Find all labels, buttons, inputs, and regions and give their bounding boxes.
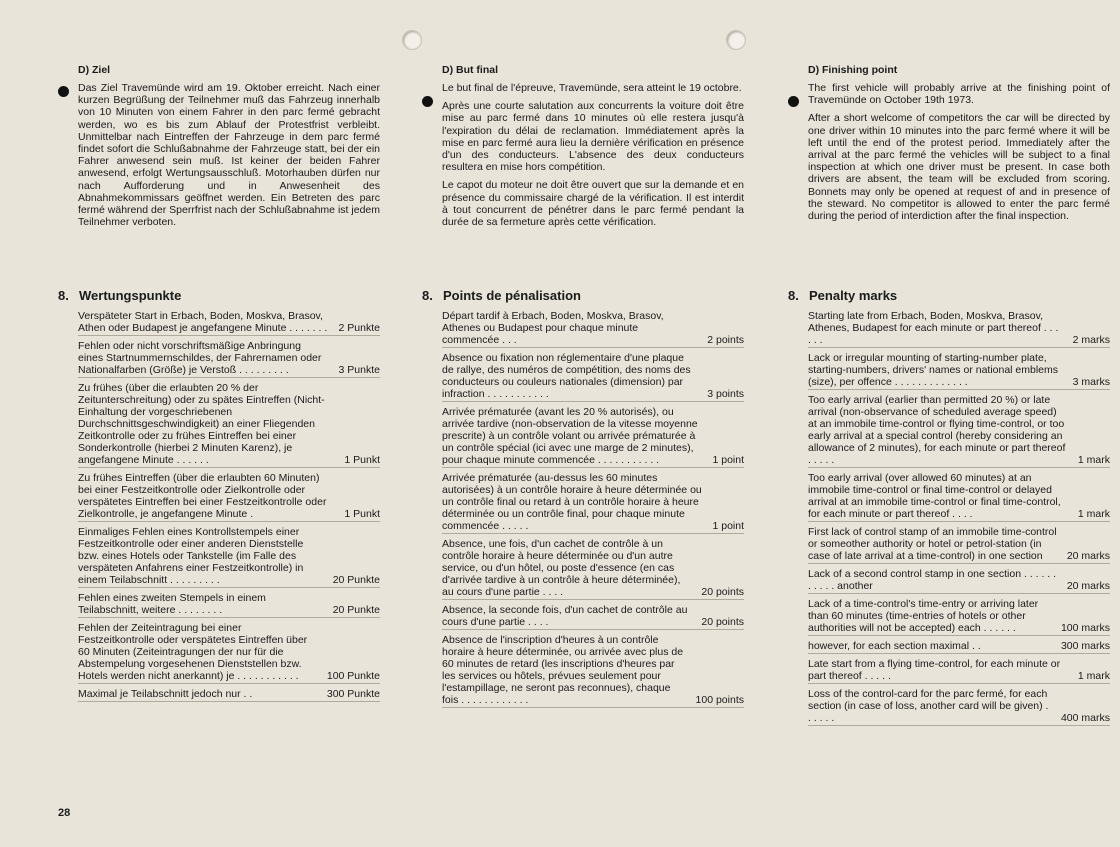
penalty-value: 20 marks xyxy=(1066,550,1110,562)
intro-en-paragraph: After a short welcome of competitors the car will be directed by one driver within 10 minutes into the parc fermé where it will be left until the end of the protest period. Immediately after the arrival at the parc fermé the vehicles will be subject to a final inspection at which one driver must be present. In case both drivers are absent, the team will be excluded from scoring. Bonnets may only be opened at request of and in presence of the steward. No competitor is allowed to enter the parc fermé during the period of interdiction after the final inspection. xyxy=(808,112,1110,223)
penalty-text: Late start from a flying time-control, for each minute or part thereof . . . . . xyxy=(808,658,1061,682)
penalty-value: 100 marks xyxy=(1060,622,1110,634)
intro-de-paragraph: Das Ziel Travemünde wird am 19. Oktober erreicht. Nach einer kurzen Begrüßung der Teilnehmer muß das Fahrzeug innerhalb von 10 Minuten von einem Fahrer in den parc fermé gebracht werden, wo es bis zum Ablauf der Protestfrist verbleibt. Unmittelbar nach Eintreffen der Fahrzeuge in dem parc fermé findet sofort die Schlußabnahme der Fahrzeuge statt, bei der ein Fahrer anwesend sein muß. Ist keiner der beiden Fahrer anwesend, erfolgt Wertungsausschluß. Motorhauben dürfen nur nach Aufforderung und in Anwesenheit des Abnahmekommissars geöffnet werden. Ein Betreten des parc fermé während der Sperrfrist nach der Schlußabnahme ist jedem Teilnehmer verboten. xyxy=(78,82,380,229)
bullet-icon xyxy=(788,96,799,107)
penalty-value: 400 marks xyxy=(1060,712,1110,724)
penalty-text: however, for each section maximal . . xyxy=(808,640,981,652)
penalty-text: Maximal je Teilabschnitt jedoch nur . . xyxy=(78,688,253,700)
penalty-text: Zu frühes (über die erlaubten 20 % der Zeitunterschreitung) oder zu spätes Eintreffen (Nicht-Einhaltung der vorgeschriebenen Durchschnittsgeschwindigkeit) an einer Fliegenden Zeitkontrolle oder zu frühes Eintreffen bei einer Sonderkontrolle (hierbei 2 Minuten Karenz), je angefangene Minute . . . . . . xyxy=(78,382,325,466)
penalty-item xyxy=(442,604,744,630)
english-column xyxy=(788,64,1110,228)
penalty-list-fr xyxy=(442,310,744,712)
penalty-text: Loss of the control-card for the parc fermé, for each section (in case of loss, another card will be given) . . . . . . xyxy=(808,688,1049,724)
intro-en xyxy=(788,82,1110,222)
penalty-value: 100 Punkte xyxy=(326,670,380,682)
penalty-item xyxy=(442,310,744,348)
intro-fr-paragraph: Le but final de l'épreuve, Travemünde, sera atteint le 19 octobre. xyxy=(442,82,742,94)
punch-hole-left xyxy=(402,30,422,50)
bullet-icon xyxy=(58,86,69,97)
penalty-value: 20 marks xyxy=(1066,580,1110,592)
penalty-value: 20 points xyxy=(701,616,744,628)
intro-en-paragraph: The first vehicle will probably arrive at the finishing point of Travemünde on October 19th 1973. xyxy=(808,82,1110,107)
german-column xyxy=(58,64,380,234)
penalty-value: 2 marks xyxy=(1072,334,1110,346)
penalty-value: 20 Punkte xyxy=(332,574,380,586)
section-title-de: Wertungspunkte xyxy=(79,288,182,303)
penalty-text: Fehlen der Zeiteintragung bei einer Festzeitkontrolle oder verspätetes Eintreffen über 60 Minuten (Zeiteintragungen der nur für die Abstempelung vorgesehenen Dienststellen bzw. Hotels werden nicht anerkannt) je . . . . . . . . . . . xyxy=(78,622,308,682)
penalty-text: Too early arrival (over allowed 60 minutes) at an immobile time-control or final time-control or delayed arrival at an immobile time-control or final time-control, for each minute or part thereof . . . . xyxy=(808,472,1061,520)
penalty-text: Too early arrival (earlier than permitted 20 %) or late arrival (non-observance of scheduled average speed) at an immobile time-control or flying time-control, or too early arrival at a special control (hereby considering an allowance of 2 minutes), for each minute or part thereof . . . . . xyxy=(808,394,1066,466)
penalty-list-de xyxy=(78,310,380,706)
section-heading-en xyxy=(788,288,897,303)
penalty-item xyxy=(78,592,380,618)
intro-fr-paragraph: Après une courte salutation aux concurrents la voiture doit être mise au parc fermé dans 10 minutes où elle restera jusqu'à l'expiration du délai de reclamation. Immédiatement après la mise en parc fermé aura lieu la dernière vérification en présence d'un des conducteurs. L'absence des deux conducteurs resultera en mise hors compétition. xyxy=(442,100,744,174)
bullet-icon xyxy=(422,96,433,107)
penalty-text: Starting late from Erbach, Boden, Moskva, Brasov, Athenes, Budapest for each minute or part thereof . . . . . . xyxy=(808,310,1059,346)
penalty-item xyxy=(808,310,1110,348)
penalty-value: 1 point xyxy=(712,520,744,532)
penalty-item xyxy=(442,472,744,534)
penalty-text: Absence, une fois, d'un cachet de contrôle à un contrôle horaire à heure déterminée ou d'un autre service, ou d'un hôtel, ou poste d'essence (en cas d'arrivée tardive à un contrôle à heure déterminée), au cours d'une partie . . . . xyxy=(442,538,681,598)
penalty-item xyxy=(808,394,1110,468)
section-heading-de xyxy=(58,288,181,303)
penalty-value: 3 points xyxy=(707,388,744,400)
penalty-item xyxy=(808,526,1110,564)
penalty-item xyxy=(808,568,1110,594)
penalty-value: 1 mark xyxy=(1077,670,1110,682)
penalty-value: 3 marks xyxy=(1072,376,1110,388)
penalty-value: 1 mark xyxy=(1077,508,1110,520)
penalty-value: 300 Punkte xyxy=(326,688,380,700)
penalty-item xyxy=(78,382,380,468)
penalty-item xyxy=(808,658,1110,684)
section-title-fr: Points de pénalisation xyxy=(443,288,581,303)
page-number: 28 xyxy=(58,807,71,819)
penalty-value: 20 points xyxy=(701,586,744,598)
penalty-item xyxy=(808,352,1110,390)
penalty-item xyxy=(78,340,380,378)
penalty-text: Lack of a second control stamp in one section . . . . . . . . . . . another xyxy=(808,568,1057,592)
penalty-item xyxy=(808,640,1110,654)
penalty-text: Zu frühes Eintreffen (über die erlaubten 60 Minuten) bei einer Festzeitkontrolle oder Zielkontrolle oder verspätetes Eintreffen bei einer Festzeitkontrolle oder Zielkontrolle, je angefangene Minute . xyxy=(78,472,327,520)
penalty-text: First lack of control stamp of an immobile time-control or someother authority or hotel or petrol-station (in case of late arrival at a time-control) in one section xyxy=(808,526,1057,562)
subheading-en: D) Finishing point xyxy=(808,64,898,76)
penalty-value: 20 Punkte xyxy=(332,604,380,616)
penalty-item xyxy=(808,472,1110,522)
subheading-fr: D) But final xyxy=(442,64,498,76)
penalty-value: 2 Punkte xyxy=(338,322,380,334)
penalty-item xyxy=(442,634,744,708)
penalty-list-en xyxy=(808,310,1110,730)
penalty-text: Absence de l'inscription d'heures à un contrôle horaire à heure déterminée, ou arrivée avec plus de 60 minutes de retard (les inscriptions d'heures par les services ou hôtels, prévues seulement pour l'estampillage, ne seront pas reconnues), chaque fois . . . . . . . . . . . . xyxy=(442,634,684,706)
penalty-text: Fehlen oder nicht vorschriftsmäßige Anbringung eines Startnummernschildes, der Fahrernamen oder Nationalfarben (Größe) je Verstoß . . . . . . . . . xyxy=(78,340,322,376)
penalty-value: 100 points xyxy=(695,694,744,706)
penalty-item xyxy=(78,688,380,702)
subheading-de: D) Ziel xyxy=(78,64,111,76)
section-number-de: 8. xyxy=(58,288,69,303)
penalty-text: Départ tardif à Erbach, Boden, Moskva, Brasov, Athenes ou Budapest pour chaque minute commencée . . . xyxy=(442,310,664,346)
penalty-item xyxy=(808,688,1110,726)
penalty-text: Arrivée prématurée (avant les 20 % autorisés), ou arrivée tardive (non-observation de la vitesse moyenne prescrite) à un contrôle volant ou arrivée prématurée à un contrôle spécial (ici avec une marge de 2 minutes), pour chaque minute commencée . . . . . . . . . . . xyxy=(442,406,698,466)
penalty-item xyxy=(78,472,380,522)
penalty-item xyxy=(442,406,744,468)
penalty-text: Arrivée prématurée (au-dessus les 60 minutes autorisées) à un contrôle horaire à heure déterminée ou un contrôle final ou retard à un contrôle horaire à heure déterminée ou un contrôle final, pour chaque minute commencée . . . . . xyxy=(442,472,702,532)
penalty-text: Absence ou fixation non réglementaire d'une plaque de rallye, des numéros de compétition, des noms des conducteurs ou couleurs nationales (dimension) par infraction . . . . . . . . . . . xyxy=(442,352,691,400)
penalty-item xyxy=(808,598,1110,636)
section-number-en: 8. xyxy=(788,288,799,303)
intro-fr xyxy=(422,82,744,228)
penalty-item xyxy=(78,526,380,588)
penalty-text: Einmaliges Fehlen eines Kontrollstempels einer Festzeitkontrolle oder einer anderen Dienststelle bzw. eines Hotels oder Tankstelle (im Falle des verspäteten Anfahrens einer Festzeitkontrolle) in einem Teilabschnitt . . . . . . . . . xyxy=(78,526,304,586)
punch-hole-right xyxy=(726,30,746,50)
intro-fr-paragraph: Le capot du moteur ne doit être ouvert que sur la demande et en présence du commissaire chargé de la vérification. Il est interdit à tout concurrent de pénétrer dans le parc fermé pendant la durée de sa fermeture après cette vérification. xyxy=(442,179,744,229)
penalty-text: Absence, la seconde fois, d'un cachet de contrôle au cours d'une partie . . . . xyxy=(442,604,688,628)
penalty-text: Lack or irregular mounting of starting-number plate, starting-numbers, drivers' names or national emblems (size), per offence . . . . . . . . . . . . . xyxy=(808,352,1059,388)
penalty-text: Fehlen eines zweiten Stempels in einem Teilabschnitt, weitere . . . . . . . . xyxy=(78,592,266,616)
penalty-item xyxy=(78,622,380,684)
section-heading-fr xyxy=(422,288,581,303)
penalty-value: 1 Punkt xyxy=(344,454,380,466)
penalty-value: 3 Punkte xyxy=(338,364,380,376)
penalty-value: 1 mark xyxy=(1077,454,1110,466)
penalty-item xyxy=(78,310,380,336)
penalty-item xyxy=(442,352,744,402)
intro-de xyxy=(58,82,380,228)
penalty-value: 1 point xyxy=(712,454,744,466)
section-number-fr: 8. xyxy=(422,288,433,303)
penalty-text: Verspäteter Start in Erbach, Boden, Moskva, Brasov, Athen oder Budapest je angefangene Minute . . . . . . . xyxy=(78,310,328,334)
penalty-value: 300 marks xyxy=(1060,640,1110,652)
penalty-item xyxy=(442,538,744,600)
french-column xyxy=(422,64,744,234)
section-title-en: Penalty marks xyxy=(809,288,898,303)
penalty-text: Lack of a time-control's time-entry or arriving later than 60 minutes (time-entries of hotels or other authorities will not be accepted) each . . . . . . xyxy=(808,598,1039,634)
penalty-value: 2 points xyxy=(707,334,744,346)
penalty-value: 1 Punkt xyxy=(344,508,380,520)
